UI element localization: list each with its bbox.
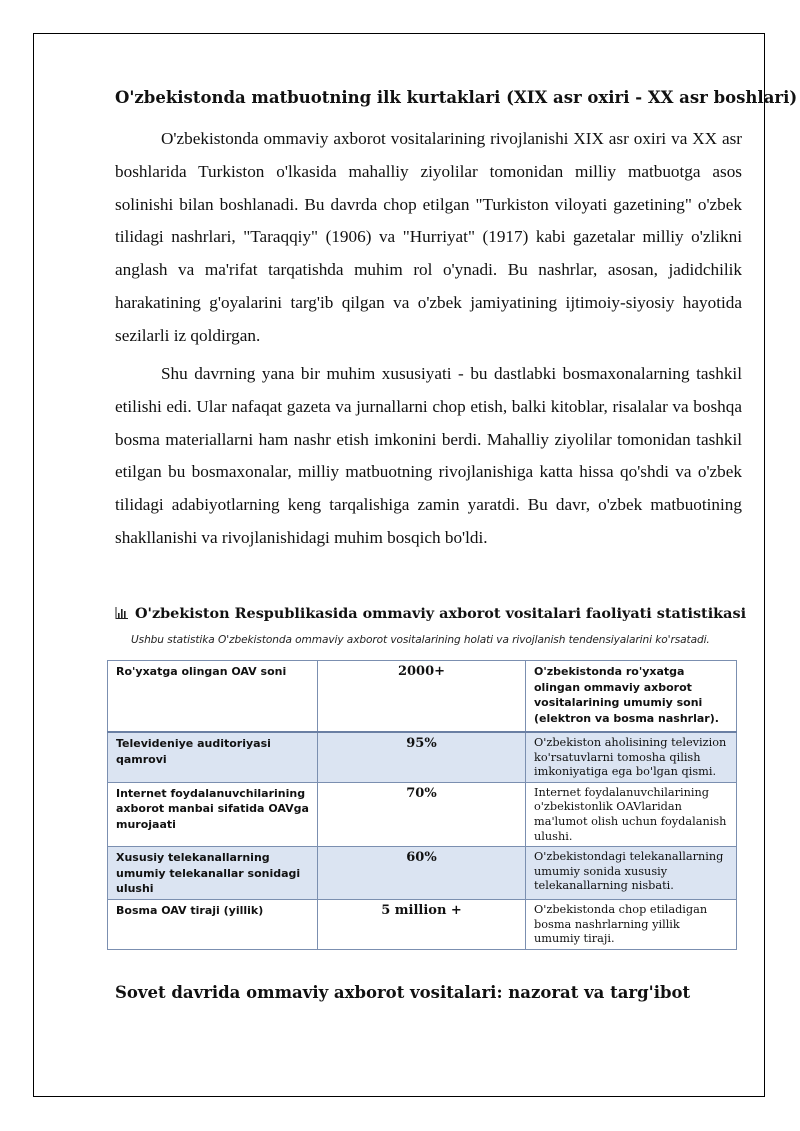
- table-row: [108, 782, 737, 846]
- statistics-subtitle: Ushbu statistika O'zbekistonda ommaviy axborot vositalarining holati va rivojlanish tendensiyalarini ko'rsatadi.: [131, 634, 710, 646]
- stat-description: Internet foydalanuvchilarining o'zbekistonlik OAVlaridan ma'lumot olish uchun foydalanish ulushi.: [526, 782, 737, 846]
- table-row: [108, 732, 737, 782]
- statistics-title: [115, 605, 755, 623]
- paragraph: O'zbekistonda ommaviy axborot vositalarining rivojlanishi XIX asr oxiri va XX asr boshlarida Turkiston o'lkasida mahalliy ziyolilar tomonidan milliy matbuotga asos solinishi bilan boshlanadi. Bu davrda chop etilgan "Turkiston viloyati gazetining" o'zbek tilidagi nashrlari, "Taraqqiy" (1906) va "Hurriyat" (1917) kabi gazetalar milliy o'zlikni anglash va ma'rifat tarqatishda muhim rol o'ynadi. Bu nashrlar, asosan, jadidchilik harakatining g'oyalarini targ'ib qilgan va o'zbek jamiyatining ijtimoiy-siyosiy hayotida sezilarli iz qoldirgan.: [115, 129, 742, 345]
- table-row: [108, 899, 737, 949]
- stat-label: Televideniye auditoriyasi qamrovi: [108, 732, 318, 782]
- section-heading: Sovet davrida ommaviy axborot vositalari: nazorat va targ'ibot: [115, 983, 691, 1002]
- stat-value: 60%: [318, 847, 526, 900]
- stat-label: Internet foydalanuvchilarining axborot manbai sifatida OAVga murojaati: [108, 782, 318, 846]
- stat-label: Ro'yxatga olingan OAV soni: [108, 661, 318, 733]
- stat-label: Bosma OAV tiraji (yillik): [108, 899, 318, 949]
- stat-description: O'zbekistonda ro'yxatga olingan ommaviy axborot vositalarining umumiy soni (elektron va bosma nashrlar).: [526, 661, 737, 733]
- stat-value: 5 million +: [318, 899, 526, 949]
- paragraph: Shu davrning yana bir muhim xususiyati - bu dastlabki bosmaxonalarning tashkil etilishi edi. Ular nafaqat gazeta va jurnallarni chop etish, balki kitoblar, risalalar va boshqa bosma materiallarni ham nashr etish imkonini berdi. Mahalliy ziyolilar tomonidan tashkil etilgan bu bosmaxonalar, milliy matbuotning rivojlanishiga katta hissa qo'shdi va o'zbek tilidagi adabiyotlarning keng tarqalishiga zamin yaratdi. Bu davr, o'zbek matbuotining shakllanishi va rivojlanishidagi muhim bosqich bo'ldi.: [115, 364, 742, 547]
- stat-description: O'zbekiston aholisining televizion ko'rsatuvlarni tomosha qilish imkoniyatiga ega bo'lgan qismi.: [526, 732, 737, 782]
- table-row: [108, 847, 737, 900]
- stat-value: 2000+: [318, 661, 526, 733]
- stat-value: 70%: [318, 782, 526, 846]
- section-heading: O'zbekistonda matbuotning ilk kurtaklari (XIX asr oxiri - XX asr boshlari): [115, 88, 798, 107]
- stat-label: Xususiy telekanallarning umumiy telekanallar sonidagi ulushi: [108, 847, 318, 900]
- stat-description: O'zbekistonda chop etiladigan bosma nashrlarning yillik umumiy tiraji.: [526, 899, 737, 949]
- stat-value: 95%: [318, 732, 526, 782]
- bar-chart-icon: [115, 606, 130, 623]
- statistics-table: [107, 660, 737, 950]
- table-row: [108, 661, 737, 733]
- statistics-title-text: O'zbekiston Respublikasida ommaviy axborot vositalari faoliyati statistikasi: [135, 605, 747, 622]
- stat-description: O'zbekistondagi telekanallarning umumiy sonida xususiy telekanallarning nisbati.: [526, 847, 737, 900]
